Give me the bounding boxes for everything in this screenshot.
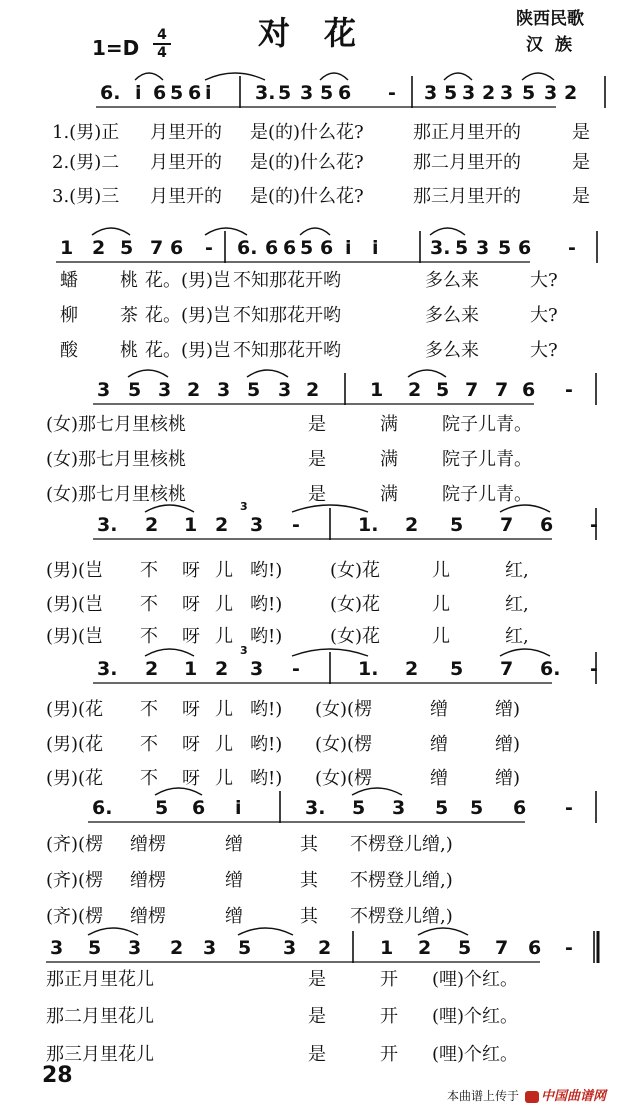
lyric-fragment: (齐)(楞 [46,834,104,855]
notation-system [0,795,637,821]
page-number: 28 [42,1063,73,1088]
lyric-fragment: 那二月里花儿 [46,1006,154,1027]
slur [88,928,138,935]
lyric-fragment: 那三月里开的 [413,186,521,207]
lyric-fragment: (齐)(楞 [46,906,104,927]
note: 1 [380,937,394,959]
notation-marks [0,80,637,110]
time-signature [153,28,171,60]
site-logo-icon [525,1091,539,1103]
lyric-fragment: (男)(岂 [46,560,104,581]
slur [500,649,550,656]
note: 6 [265,237,279,259]
lyric-fragment: 满 [380,484,398,505]
lyric-fragment: 其 [300,834,318,855]
lyric-fragment: 不 [140,594,158,615]
note: 2 [405,514,419,536]
lyric-fragment: (男)(岂 [46,626,104,647]
lyric-fragment: 大? [530,270,558,291]
note-dash: - [590,658,598,680]
note: 5 [458,937,472,959]
lyric-fragment: 是(的)什么花? [250,186,364,207]
note: 3 [283,937,297,959]
note: 1 [370,379,384,401]
note: i [345,237,352,259]
lyric-fragment: 多么来 [425,305,479,326]
lyric-fragment: 那三月里花儿 [46,1044,154,1065]
footer-brand: 中国曲谱网 [541,1089,607,1104]
lyric-fragment: 其 [300,906,318,927]
note: 5 [170,82,184,104]
lyric-fragment: 月里开的 [150,152,222,173]
note: 3. [97,514,118,536]
lyric-fragment: 多么来 [425,270,479,291]
note: 6 [153,82,167,104]
note: 3 [500,82,514,104]
lyric-fragment: 大? [530,340,558,361]
lyric-fragment: 哟!) [250,594,283,615]
slur [92,228,130,235]
note: 3. [255,82,276,104]
note: 2 [306,379,320,401]
lyric-fragment: 多么来 [425,340,479,361]
note: 5 [128,379,142,401]
note: 3 [462,82,476,104]
lyric-fragment: 开 [380,1044,398,1065]
lyric-fragment: 桃 [120,270,138,291]
lyric-fragment: 儿 [215,699,233,720]
note: 3. [305,797,326,819]
lyric-fragment: (女)(楞 [315,768,373,789]
note: 5 [522,82,536,104]
note: 2 [418,937,432,959]
lyric-fragment: 是 [572,122,590,143]
lyric-fragment: 呀 [182,699,200,720]
note: 5 [455,237,469,259]
lyric-fragment: 呀 [182,560,200,581]
lyric-fragment: 不 [140,768,158,789]
note: 3 [392,797,406,819]
lyric-fragment: 花。(男)岂 [145,340,232,361]
notation-marks [0,656,637,686]
note: 5 [450,658,464,680]
note: 2 [482,82,496,104]
slur [500,505,550,512]
note-dash: - [292,514,300,536]
note: 2 [145,514,159,536]
lyric-fragment: 不 [140,560,158,581]
lyric-fragment: (女)(楞 [315,699,373,720]
lyric-fragment: (男)(花 [46,768,104,789]
slur [145,649,194,656]
note: 2 [405,658,419,680]
note: 3 [424,82,438,104]
slur [408,370,446,377]
lyric-fragment: 儿 [215,560,233,581]
lyric-fragment: 儿 [215,594,233,615]
lyric-fragment: (哩)个红。 [432,1006,519,1027]
note: 7 [465,379,479,401]
lyric-fragment: (女)(楞 [315,734,373,755]
lyric-fragment: 缯) [495,734,521,755]
note: 5 [436,379,450,401]
footer-credit [447,1085,606,1104]
lyric-fragment: 那二月里开的 [413,152,521,173]
lyric-fragment: 不知那花开哟 [233,305,341,326]
notation-system [0,377,637,403]
lyric-fragment: 呀 [182,768,200,789]
slur [145,505,194,512]
note: i [235,797,242,819]
note: 6. [237,237,258,259]
lyric-fragment: (女)花 [330,560,381,581]
lyric-fragment: 那正月里开的 [413,122,521,143]
note: 3. [430,237,451,259]
note: 5 [300,237,314,259]
time-signature-bottom: 4 [157,45,167,61]
lyric-fragment: 其 [300,870,318,891]
lyric-fragment: 是 [308,1006,326,1027]
lyric-fragment: 不 [140,699,158,720]
lyric-fragment: (女)那七月里核桃 [46,484,187,505]
lyric-fragment: 茶 [120,305,138,326]
lyric-fragment: (哩)个红。 [432,969,519,990]
lyric-fragment: 呀 [182,626,200,647]
lyric-fragment: 院子儿青。 [442,414,532,435]
lyric-fragment: 红, [505,626,529,647]
note: 7 [150,237,164,259]
lyric-fragment: 缯 [225,834,243,855]
note: 5 [444,82,458,104]
note: 5 [435,797,449,819]
note: 3 [300,82,314,104]
note-dash: - [565,797,573,819]
note: 5 [247,379,261,401]
lyric-fragment: 缯 [225,870,243,891]
note: 3 [203,937,217,959]
note: 6 [513,797,527,819]
song-origin: 陕西民歌 [516,9,584,29]
lyric-fragment: 大? [530,305,558,326]
note: i [135,82,142,104]
note: 2 [408,379,422,401]
note: 2 [318,937,332,959]
note: 3 [250,514,264,536]
note-dash: - [590,514,598,536]
lyric-fragment: (哩)个红。 [432,1044,519,1065]
notation-system [0,935,637,961]
slur [430,228,465,235]
lyric-fragment: 缯 [225,906,243,927]
lyric-fragment: (男)(花 [46,699,104,720]
notation-marks [0,377,637,407]
note-dash: - [388,82,396,104]
lyric-fragment: 是(的)什么花? [250,152,364,173]
note: 1. [358,658,379,680]
note: 2 [92,237,106,259]
lyric-fragment: 儿 [432,594,450,615]
lyric-fragment: (男)(花 [46,734,104,755]
note: 3. [97,658,118,680]
lyric-fragment: 哟!) [250,768,283,789]
lyric-fragment: 不楞登儿缯,) [350,834,453,855]
lyric-fragment: 桃 [120,340,138,361]
note-dash: - [565,379,573,401]
lyric-fragment: 满 [380,449,398,470]
lyric-fragment: 是 [308,969,326,990]
lyric-fragment: 不楞登儿缯,) [350,870,453,891]
note: 6 [522,379,536,401]
note: 5 [120,237,134,259]
note-dash: - [292,658,300,680]
footer-text: 本曲谱上传于 [447,1089,520,1103]
note: 5 [278,82,292,104]
lyric-fragment: 是 [572,152,590,173]
lyric-fragment: 哟!) [250,560,283,581]
note: 2 [215,514,229,536]
note: 1. [358,514,379,536]
lyric-fragment: 柳 [60,305,78,326]
note: 3 [476,237,490,259]
lyric-fragment: 缯 [430,734,448,755]
note: 5 [88,937,102,959]
lyric-fragment: 不知那花开哟 [233,270,341,291]
notation-marks [0,935,637,965]
lyric-fragment: 是 [308,1044,326,1065]
lyric-fragment: 缯) [495,699,521,720]
lyric-fragment: 儿 [215,734,233,755]
note: 6 [283,237,297,259]
note: 6 [528,937,542,959]
slur [444,73,472,80]
note: 7 [495,379,509,401]
slur [238,928,293,935]
lyric-fragment: 开 [380,969,398,990]
note: 3 [250,658,264,680]
note-dash: - [565,937,573,959]
song-ethnicity: 汉族 [526,35,584,55]
lyric-fragment: 哟!) [250,626,283,647]
lyric-fragment: (齐)(楞 [46,870,104,891]
note: 7 [500,514,514,536]
note: 6. [540,658,561,680]
note: i [205,82,212,104]
lyric-fragment: 酸 [60,340,78,361]
slur [418,928,468,935]
lyric-fragment: 哟!) [250,734,283,755]
note: 6 [170,237,184,259]
lyric-fragment: 月里开的 [150,122,222,143]
note: 5 [352,797,366,819]
note-dash: - [205,237,213,259]
note: 1 [184,658,198,680]
slur [522,73,554,80]
slur [300,228,330,235]
lyric-fragment: 红, [505,560,529,581]
note: 6 [518,237,532,259]
note: 3 [97,379,111,401]
lyric-fragment: 院子儿青。 [442,449,532,470]
notation-marks [0,512,637,542]
lyric-fragment: 不楞登儿缯,) [350,906,453,927]
lyric-fragment: 缯楞 [130,834,166,855]
lyric-fragment: 缯) [495,768,521,789]
notation-system [0,500,637,538]
key-signature: 1=D [92,36,140,60]
note: 2 [145,658,159,680]
note: 3 [158,379,172,401]
notation-system [0,80,637,106]
lyric-fragment: 缯 [430,699,448,720]
notation-system [0,644,637,682]
lyric-fragment: 红, [505,594,529,615]
lyric-fragment: 是 [572,186,590,207]
lyric-fragment: 不 [140,734,158,755]
lyric-fragment: 不 [140,626,158,647]
lyric-fragment: (女)那七月里核桃 [46,414,187,435]
lyric-fragment: 哟!) [250,699,283,720]
lyric-fragment: 花。(男)岂 [145,270,232,291]
song-title: 对花 [258,14,391,52]
note: 7 [495,937,509,959]
lyric-fragment: 蟠 [60,270,78,291]
lyric-fragment: 儿 [432,626,450,647]
note: 6 [338,82,352,104]
lyric-fragment: 不知那花开哟 [233,340,341,361]
lyric-fragment: 3.(男)三 [52,186,120,207]
notation-system [0,235,637,261]
note: 6. [100,82,121,104]
slur [205,228,247,235]
lyric-fragment: (男)(岂 [46,594,104,615]
lyric-fragment: (女)那七月里核桃 [46,449,187,470]
lyric-fragment: 缯楞 [130,870,166,891]
lyric-fragment: 满 [380,414,398,435]
lyric-fragment: 缯楞 [130,906,166,927]
grace-note: 3 [240,500,248,513]
note: 3 [278,379,292,401]
lyric-fragment: 呀 [182,594,200,615]
lyric-fragment: 花。(男)岂 [145,305,232,326]
lyric-fragment: 开 [380,1006,398,1027]
time-signature-top: 4 [157,27,167,43]
note: 1 [60,237,74,259]
notation-marks [0,235,637,265]
notation-marks [0,795,637,825]
note: 2 [215,658,229,680]
slur [247,370,288,377]
note: 6 [540,514,554,536]
lyric-fragment: 月里开的 [150,186,222,207]
note: 6. [92,797,113,819]
note: 1 [184,514,198,536]
note: 3 [128,937,142,959]
note: 2 [564,82,578,104]
note: 6 [192,797,206,819]
credit-block [516,6,626,58]
note: 2 [187,379,201,401]
slur [135,73,163,80]
slur [320,73,348,80]
note: 5 [498,237,512,259]
lyric-fragment: 是 [308,414,326,435]
note: i [372,237,379,259]
note: 5 [155,797,169,819]
note: 7 [500,658,514,680]
lyric-fragment: 儿 [215,626,233,647]
note: 5 [238,937,252,959]
note: 3 [217,379,231,401]
note: 3 [544,82,558,104]
lyric-fragment: 是 [308,449,326,470]
lyric-fragment: 院子儿青。 [442,484,532,505]
lyric-fragment: 儿 [432,560,450,581]
lyric-fragment: 儿 [215,768,233,789]
note-dash: - [568,237,576,259]
lyric-fragment: 呀 [182,734,200,755]
note: 5 [470,797,484,819]
lyric-fragment: 是 [308,484,326,505]
slur [205,73,265,80]
lyric-fragment: 2.(男)二 [52,152,120,173]
lyric-fragment: (女)花 [330,626,381,647]
lyric-fragment: 那正月里花儿 [46,969,154,990]
note: 6 [320,237,334,259]
slur [128,370,168,377]
grace-note: 3 [240,644,248,657]
lyric-fragment: (女)花 [330,594,381,615]
note: 3 [50,937,64,959]
note: 5 [450,514,464,536]
note: 2 [170,937,184,959]
lyric-fragment: 是(的)什么花? [250,122,364,143]
lyric-fragment: 缯 [430,768,448,789]
note: 6 [188,82,202,104]
lyric-fragment: 1.(男)正 [52,122,120,143]
note: 5 [320,82,334,104]
